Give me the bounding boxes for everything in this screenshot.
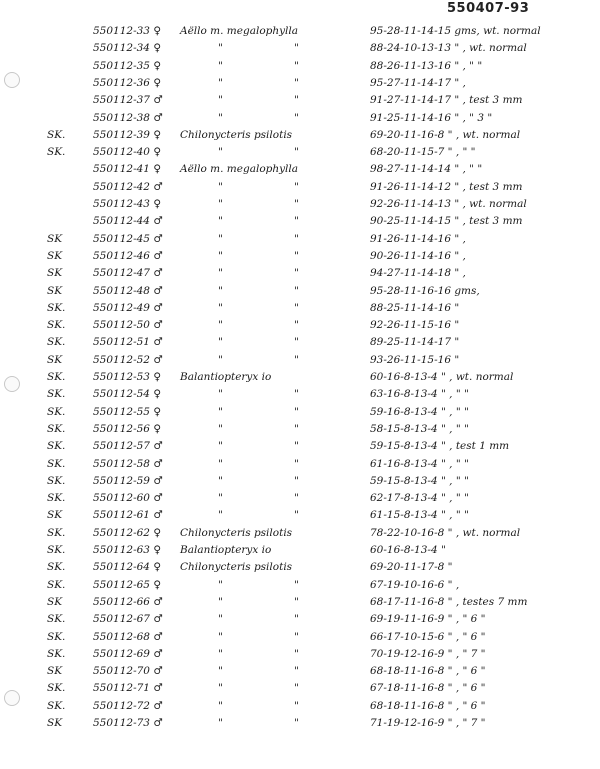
- measurements: 88-25-11-14-16 ": [370, 301, 460, 314]
- taxon-name: " ": [218, 284, 333, 297]
- taxon-name: Aëllo m. megalophylla: [180, 163, 299, 176]
- catalog-number: 550112-62 ♀: [93, 526, 162, 539]
- measurements: 92-26-11-15-16 ": [370, 319, 460, 332]
- catalog-number: 550112-54 ♀: [93, 388, 162, 401]
- catalog-number: 550112-35 ♀: [93, 59, 162, 72]
- measurements: 88-24-10-13-13 " , wt. normal: [370, 42, 527, 55]
- taxon-name: " ": [218, 474, 333, 487]
- measurements: 60-16-8-13-4 ": [370, 544, 446, 556]
- catalog-number: 550112-41 ♀: [93, 163, 162, 176]
- specimen-row: [0, 578, 600, 595]
- catalog-number: 550112-50 ♂: [93, 319, 163, 332]
- catalog-number: 550112-45 ♂: [93, 232, 163, 245]
- specimen-row: [0, 128, 600, 145]
- taxon-name: " ": [218, 180, 333, 193]
- measurements: 95-28-11-14-15 gms, wt. normal: [370, 25, 541, 37]
- measurements: 90-26-11-14-16 " ,: [370, 249, 466, 262]
- measurements: 88-26-11-13-16 " , " ": [370, 59, 483, 72]
- catalog-number: 550112-71 ♂: [93, 682, 163, 695]
- measurements: 68-18-11-16-8 " , " 6 ": [370, 699, 486, 712]
- catalog-number: 550112-60 ♂: [93, 492, 163, 505]
- specimen-row: [0, 439, 600, 456]
- taxon-name: " ": [218, 198, 333, 210]
- specimen-row: [0, 560, 600, 577]
- specimen-row: [0, 630, 600, 647]
- prefix-label: SK: [47, 267, 63, 280]
- taxon-name: " ": [218, 578, 333, 591]
- taxon-name: " ": [218, 457, 333, 470]
- catalog-number: 550112-43 ♀: [93, 198, 162, 210]
- prefix-label: SK: [47, 284, 63, 297]
- taxon-name: " ": [218, 665, 333, 678]
- measurements: 59-15-8-13-4 " , " ": [370, 474, 469, 487]
- prefix-label: SK.: [47, 440, 66, 453]
- taxon-name: " ": [218, 422, 333, 435]
- measurements: 94-27-11-14-18 " ,: [370, 267, 466, 280]
- catalog-number: 550112-34 ♀: [93, 42, 162, 55]
- measurements: 60-16-8-13-4 " , wt. normal: [370, 371, 514, 383]
- measurements: 70-19-12-16-9 " , " 7 ": [370, 647, 486, 660]
- taxon-name: " ": [218, 76, 333, 89]
- prefix-label: SK: [47, 353, 63, 366]
- specimen-row: [0, 301, 600, 318]
- catalog-number: 550112-64 ♀: [93, 561, 162, 574]
- measurements: 61-15-8-13-4 " , " ": [370, 509, 469, 522]
- prefix-label: SK: [47, 595, 63, 608]
- taxon-name: " ": [218, 613, 333, 626]
- page-id: 550407-93: [447, 1, 530, 16]
- prefix-label: SK: [47, 509, 63, 522]
- specimen-row: [0, 370, 600, 387]
- measurements: 90-25-11-14-15 " , test 3 mm: [370, 215, 523, 228]
- taxon-name: " ": [218, 440, 333, 453]
- taxon-name: " ": [218, 59, 333, 72]
- specimen-row: [0, 526, 600, 543]
- taxon-name: " ": [218, 353, 333, 366]
- taxon-name: Balantiopteryx io: [180, 544, 272, 556]
- specimen-row: [0, 474, 600, 491]
- catalog-number: 550112-66 ♂: [93, 595, 163, 608]
- taxon-name: Aëllo m. megalophylla: [180, 25, 299, 37]
- measurements: 67-19-10-16-6 " ,: [370, 578, 460, 591]
- prefix-label: SK.: [47, 388, 66, 401]
- catalog-number: 550112-44 ♂: [93, 215, 163, 228]
- prefix-label: SK.: [47, 146, 66, 159]
- catalog-number: 550112-72 ♂: [93, 699, 163, 712]
- prefix-label: SK.: [47, 457, 66, 470]
- taxon-name: " ": [218, 336, 333, 349]
- specimen-row: [0, 59, 600, 76]
- measurements: 59-15-8-13-4 " , test 1 mm: [370, 440, 510, 453]
- catalog-number: 550112-37 ♂: [93, 94, 163, 107]
- measurements: 91-26-11-14-16 " ,: [370, 232, 466, 245]
- specimen-row: [0, 491, 600, 508]
- prefix-label: SK.: [47, 301, 66, 314]
- taxon-name: " ": [218, 717, 333, 729]
- specimen-row: [0, 197, 600, 214]
- specimen-row: [0, 508, 600, 525]
- taxon-name: " ": [218, 215, 333, 228]
- catalog-number: 550112-67 ♂: [93, 613, 163, 626]
- catalog-number: 550112-39 ♀: [93, 128, 162, 141]
- catalog-number: 550112-70 ♂: [93, 665, 163, 678]
- taxon-name: " ": [218, 146, 333, 159]
- catalog-number: 550112-33 ♀: [93, 25, 162, 37]
- catalog-number: 550112-42 ♂: [93, 180, 163, 193]
- specimen-row: [0, 111, 600, 128]
- prefix-label: SK.: [47, 371, 66, 383]
- prefix-label: SK.: [47, 405, 66, 418]
- catalog-number: 550112-36 ♀: [93, 76, 162, 89]
- prefix-label: SK.: [47, 526, 66, 539]
- specimen-row: [0, 353, 600, 370]
- measurements: 58-15-8-13-4 " , " ": [370, 422, 469, 435]
- specimen-row: [0, 162, 600, 179]
- measurements: 59-16-8-13-4 " , " ": [370, 405, 469, 418]
- taxon-name: " ": [218, 647, 333, 660]
- catalog-number: 550112-52 ♂: [93, 353, 163, 366]
- catalog-number: 550112-68 ♂: [93, 630, 163, 643]
- measurements: 63-16-8-13-4 " , " ": [370, 388, 469, 401]
- taxon-name: " ": [218, 301, 333, 314]
- taxon-name: " ": [218, 94, 333, 107]
- catalog-number: 550112-56 ♀: [93, 422, 162, 435]
- taxon-name: " ": [218, 319, 333, 332]
- prefix-label: SK: [47, 232, 63, 245]
- taxon-name: Chilonycteris psilotis: [180, 128, 293, 141]
- specimen-row: [0, 457, 600, 474]
- catalog-number: 550112-51 ♂: [93, 336, 163, 349]
- specimen-row: [0, 543, 600, 560]
- catalog-number: 550112-49 ♂: [93, 301, 163, 314]
- measurements: 93-26-11-15-16 ": [370, 353, 460, 366]
- taxon-name: " ": [218, 111, 333, 124]
- specimen-row: [0, 387, 600, 404]
- specimen-row: [0, 76, 600, 93]
- taxon-name: " ": [218, 42, 333, 55]
- catalog-number: 550112-65 ♀: [93, 578, 162, 591]
- specimen-row: [0, 422, 600, 439]
- measurements: 91-25-11-14-16 " , " 3 ": [370, 111, 493, 124]
- measurements: 62-17-8-13-4 " , " ": [370, 492, 469, 505]
- measurements: 98-27-11-14-14 " , " ": [370, 163, 483, 176]
- prefix-label: SK.: [47, 578, 66, 591]
- taxon-name: " ": [218, 249, 333, 262]
- prefix-label: SK.: [47, 630, 66, 643]
- taxon-name: " ": [218, 699, 333, 712]
- measurements: 61-16-8-13-4 " , " ": [370, 457, 469, 470]
- catalog-number: 550112-48 ♂: [93, 284, 163, 297]
- measurements: 71-19-12-16-9 " , " 7 ": [370, 717, 486, 729]
- specimen-row: [0, 664, 600, 681]
- measurements: 89-25-11-14-17 ": [370, 336, 460, 349]
- taxon-name: " ": [218, 595, 333, 608]
- prefix-label: SK.: [47, 647, 66, 660]
- prefix-label: SK.: [47, 699, 66, 712]
- specimen-row: [0, 180, 600, 197]
- taxon-name: " ": [218, 630, 333, 643]
- specimen-row: [0, 699, 600, 716]
- taxon-name: " ": [218, 232, 333, 245]
- catalog-number: 550112-55 ♀: [93, 405, 162, 418]
- specimen-row: [0, 405, 600, 422]
- specimen-row: [0, 318, 600, 335]
- measurements: 66-17-10-15-6 " , " 6 ": [370, 630, 486, 643]
- specimen-row: [0, 681, 600, 698]
- prefix-label: SK.: [47, 474, 66, 487]
- specimen-row: [0, 612, 600, 629]
- prefix-label: SK.: [47, 128, 66, 141]
- measurements: 91-26-11-14-12 " , test 3 mm: [370, 180, 523, 193]
- prefix-label: SK.: [47, 613, 66, 626]
- catalog-number: 550112-69 ♂: [93, 647, 163, 660]
- taxon-name: Balantiopteryx io: [180, 371, 272, 383]
- measurements: 68-18-11-16-8 " , " 6 ": [370, 665, 486, 678]
- measurements: 91-27-11-14-17 " , test 3 mm: [370, 94, 523, 107]
- specimen-row: [0, 93, 600, 110]
- specimen-row: [0, 647, 600, 664]
- prefix-label: SK.: [47, 422, 66, 435]
- specimen-row: [0, 214, 600, 231]
- measurements: 78-22-10-16-8 " , wt. normal: [370, 526, 521, 539]
- taxon-name: " ": [218, 509, 333, 522]
- catalog-number: 550112-40 ♀: [93, 146, 162, 159]
- specimen-row: [0, 145, 600, 162]
- catalog-number: 550112-57 ♂: [93, 440, 163, 453]
- prefix-label: SK: [47, 249, 63, 262]
- catalog-number: 550112-59 ♂: [93, 474, 163, 487]
- taxon-name: Chilonycteris psilotis: [180, 526, 293, 539]
- taxon-name: " ": [218, 267, 333, 280]
- prefix-label: SK: [47, 717, 63, 729]
- catalog-number: 550112-47 ♂: [93, 267, 163, 280]
- catalog-number: 550112-53 ♀: [93, 371, 162, 383]
- taxon-name: " ": [218, 405, 333, 418]
- prefix-label: SK: [47, 665, 63, 678]
- measurements: 69-20-11-16-8 " , wt. normal: [370, 128, 521, 141]
- taxon-name: " ": [218, 682, 333, 695]
- catalog-number: 550112-46 ♂: [93, 249, 163, 262]
- taxon-name: Chilonycteris psilotis: [180, 561, 293, 574]
- measurements: 69-20-11-17-8 ": [370, 561, 453, 574]
- catalog-number: 550112-61 ♂: [93, 509, 163, 522]
- measurements: 92-26-11-14-13 " , wt. normal: [370, 198, 527, 210]
- specimen-row: [0, 595, 600, 612]
- prefix-label: SK.: [47, 682, 66, 695]
- catalog-number: 550112-73 ♂: [93, 717, 163, 729]
- measurements: 95-28-11-16-16 gms,: [370, 284, 480, 297]
- specimen-row: [0, 249, 600, 266]
- specimen-row: [0, 335, 600, 352]
- catalog-number: 550112-58 ♂: [93, 457, 163, 470]
- prefix-label: SK.: [47, 319, 66, 332]
- prefix-label: SK.: [47, 561, 66, 574]
- specimen-row: [0, 232, 600, 249]
- specimen-row: [0, 41, 600, 58]
- specimen-row: [0, 716, 600, 733]
- prefix-label: SK.: [47, 492, 66, 505]
- measurements: 68-17-11-16-8 " , testes 7 mm: [370, 595, 528, 608]
- prefix-label: SK.: [47, 336, 66, 349]
- specimen-row: [0, 284, 600, 301]
- taxon-name: " ": [218, 388, 333, 401]
- measurements: 68-20-11-15-7 " , " ": [370, 146, 476, 159]
- specimen-row: [0, 24, 600, 41]
- catalog-number: 550112-63 ♀: [93, 544, 162, 556]
- measurements: 69-19-11-16-9 " , " 6 ": [370, 613, 486, 626]
- taxon-name: " ": [218, 492, 333, 505]
- specimen-row: [0, 266, 600, 283]
- prefix-label: SK.: [47, 544, 66, 556]
- measurements: 67-18-11-16-8 " , " 6 ": [370, 682, 486, 695]
- catalog-number: 550112-38 ♂: [93, 111, 163, 124]
- measurements: 95-27-11-14-17 " ,: [370, 76, 466, 89]
